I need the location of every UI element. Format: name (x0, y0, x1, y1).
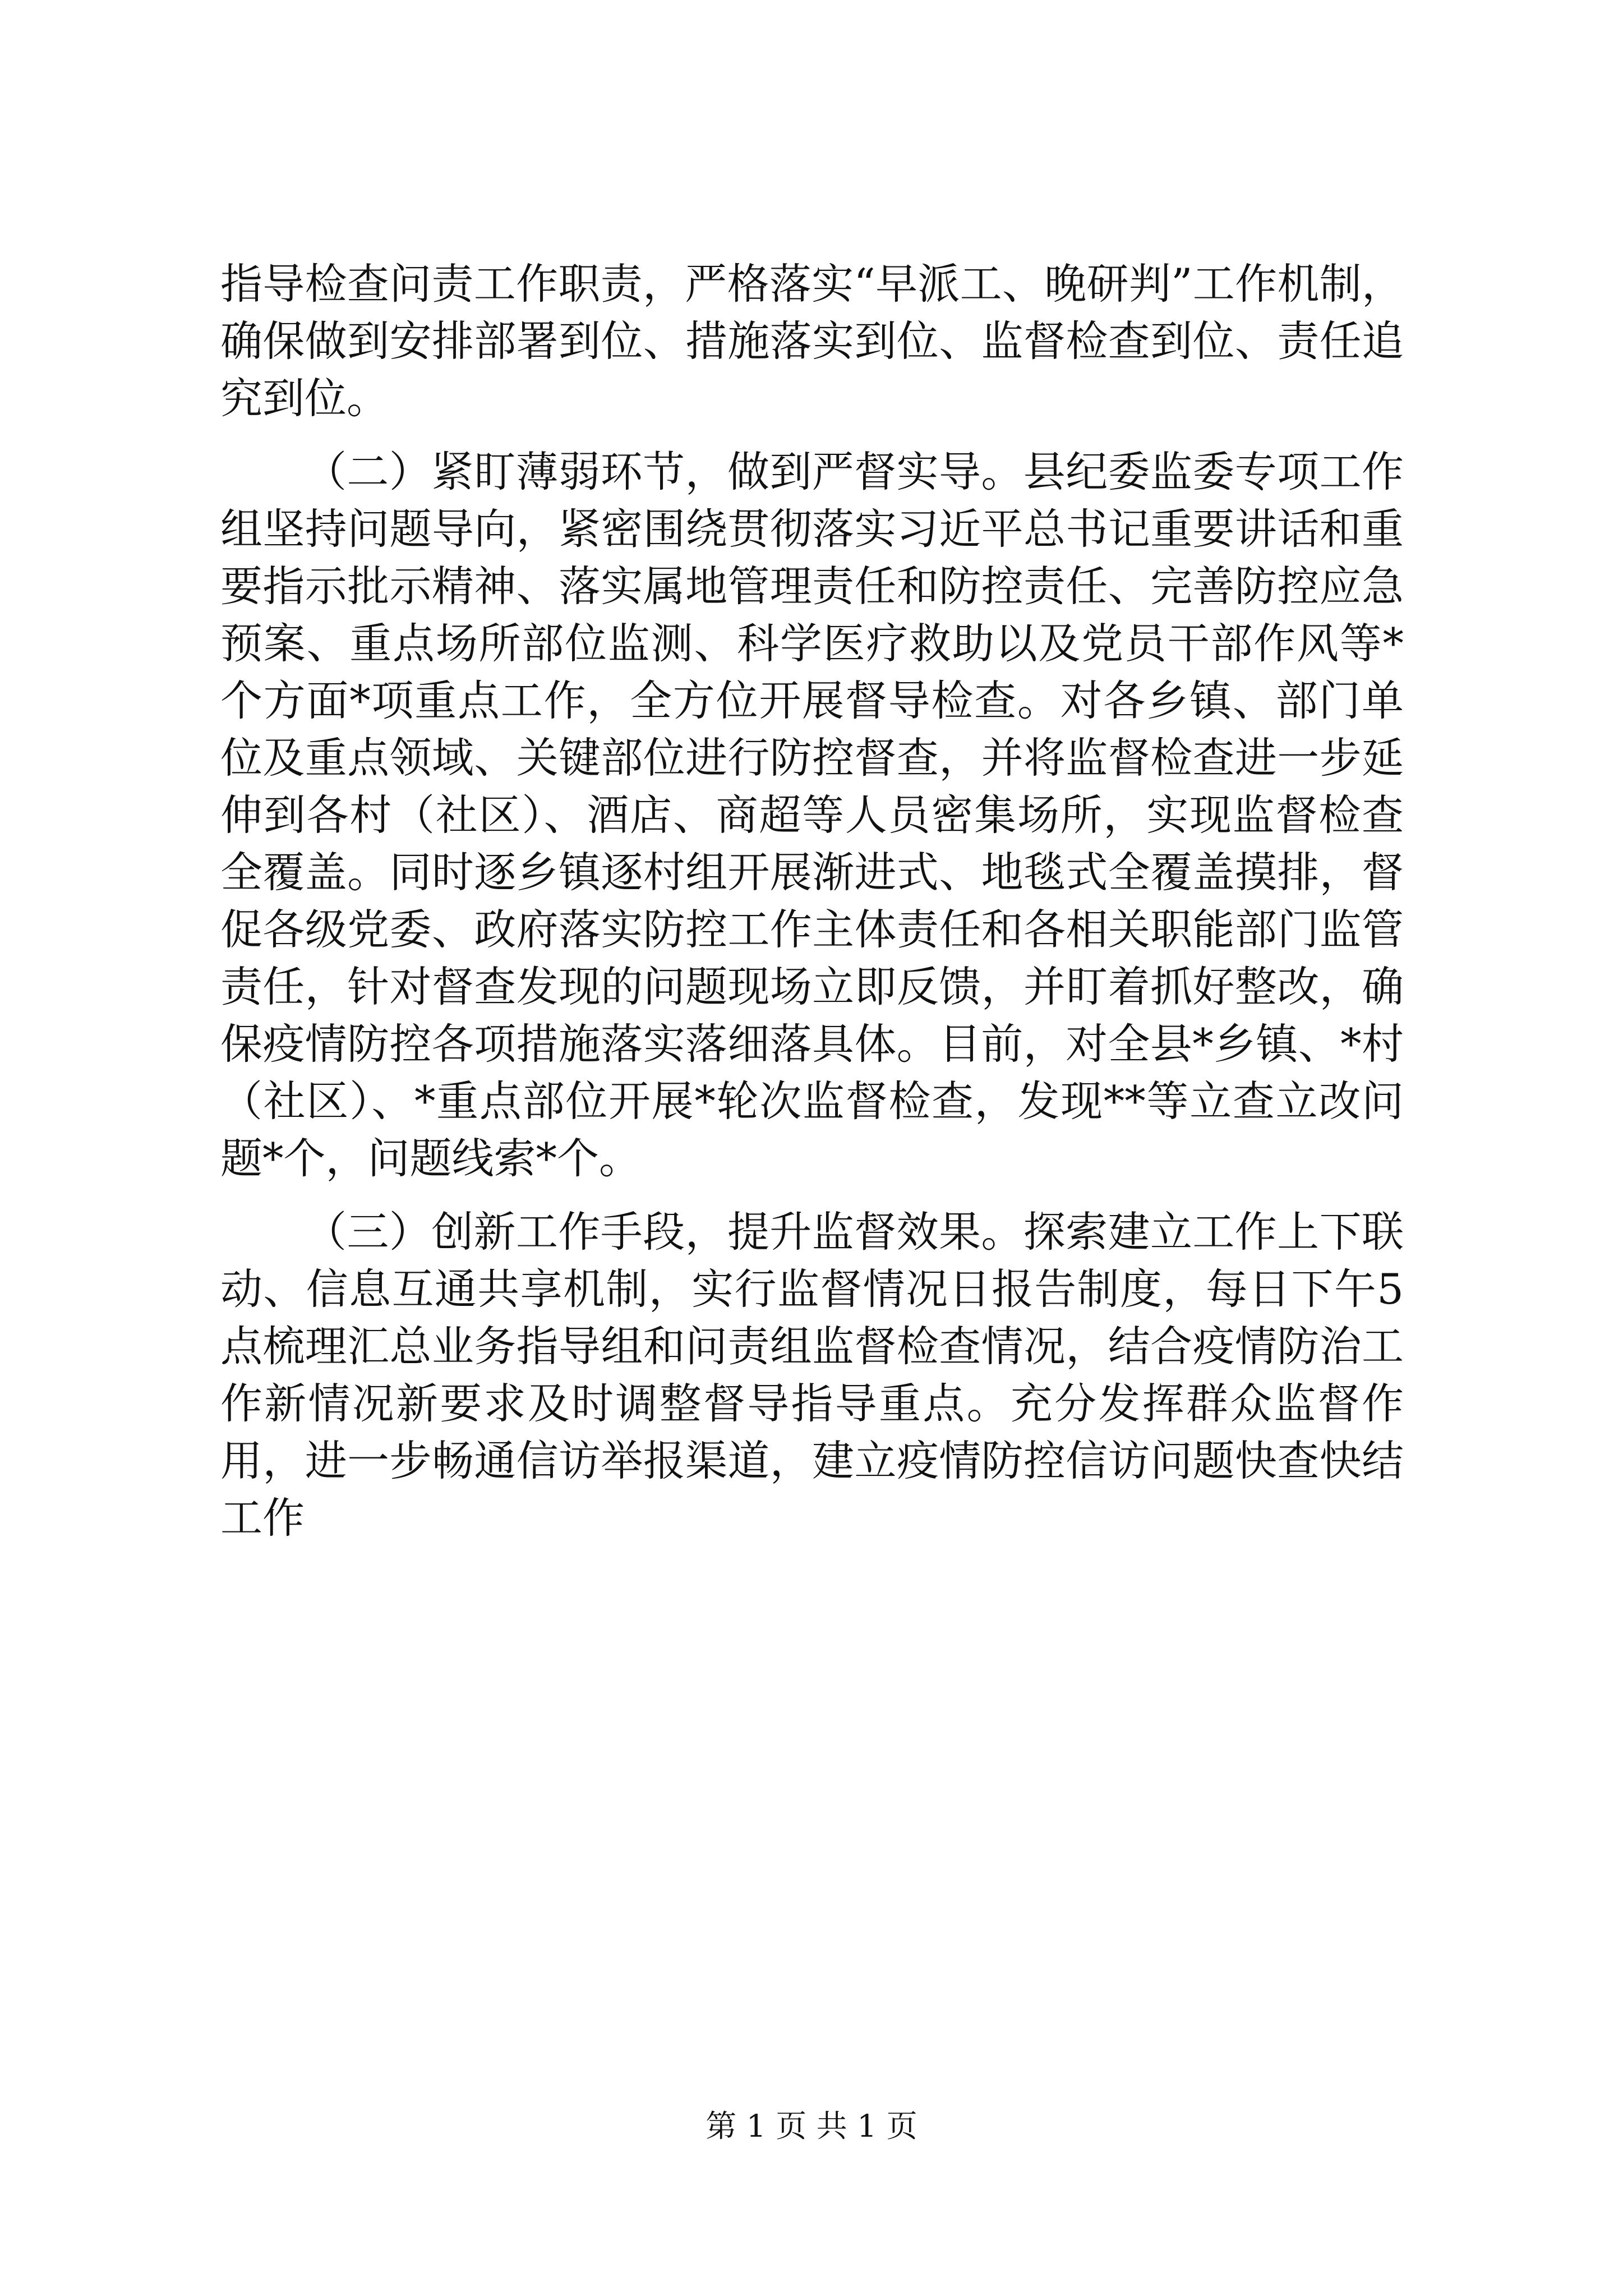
page-footer: 第 1 页 共 1 页 (706, 2108, 917, 2144)
paragraph-3: （三）创新工作手段，提升监督效果。探索建立工作上下联动、信息互通共享机制，实行监督情况日报告制度，每日下午5点梳理汇总业务指导组和问责组监督检查情况，结合疫情防治工作新情况新要求及时调整督导指导重点。充分发挥群众监督作用，进一步畅通信访举报渠道，建立疫情防控信访问题快查快结工作 (220, 1207, 1404, 1543)
paragraph-2: （二）紧盯薄弱环节，做到严督实导。县纪委监委专项工作组坚持问题导向，紧密围绕贯彻落实习近平总书记重要讲话和重要指示批示精神、落实属地管理责任和防控责任、完善防控应急预案、重点场所部位监测、科学医疗救助以及党员干部作风等*个方面*项重点工作，全方位开展督导检查。对各乡镇、部门单位及重点领域、关键部位进行防控督查，并将监督检查进一步延伸到各村（社区）、酒店、商超等人员密集场所，实现监督检查全覆盖。同时逐乡镇逐村组开展渐进式、地毯式全覆盖摸排，督促各级党委、政府落实防控工作主体责任和各相关职能部门监管责任，针对督查发现的问题现场立即反馈，并盯着抓好整改，确保疫情防控各项措施落实落细落具体。目前，对全县*乡镇、*村（社区）、*重点部位开展*轮次监督检查，发现**等立查立改问题*个，问题线索*个。 (220, 447, 1404, 1183)
document-body (220, 255, 1404, 1563)
paragraph-1: 指导检查问责工作职责，严格落实“早派工、晚研判”工作机制，确保做到安排部署到位、措施落实到位、监督检查到位、责任追究到位。 (220, 259, 1404, 423)
